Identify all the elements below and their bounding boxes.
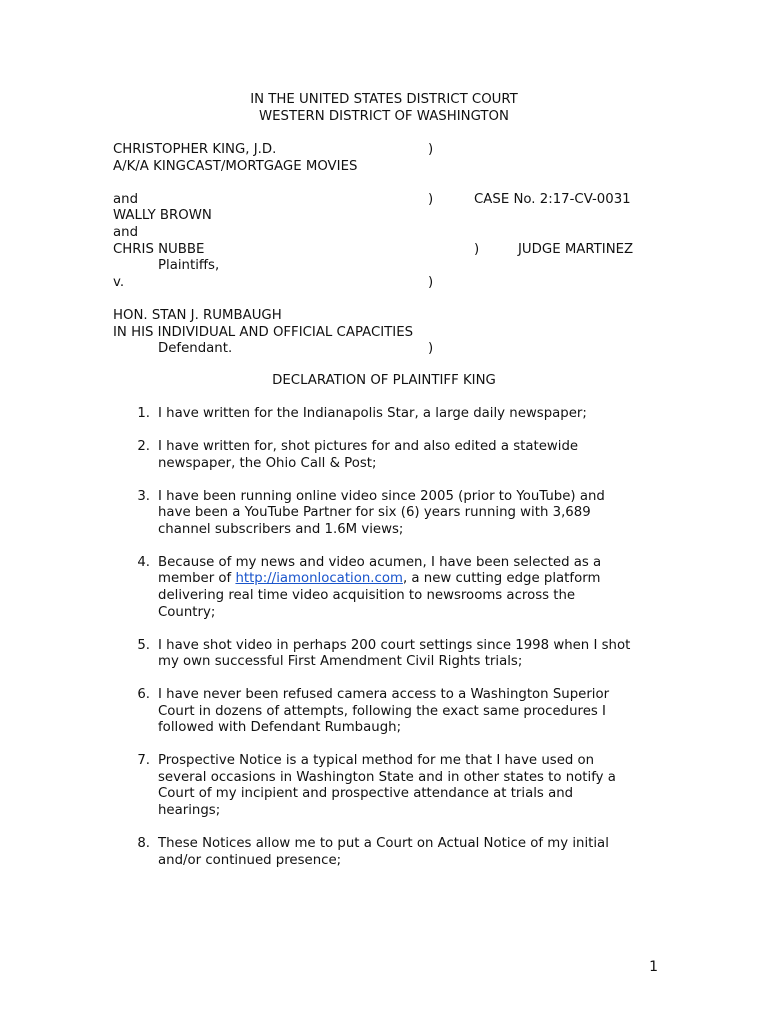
item-line: my own successful First Amendment Civil Rights trials; (158, 654, 523, 670)
item-line: Country; (158, 604, 216, 620)
court-name: IN THE UNITED STATES DISTRICT COURT (250, 92, 518, 107)
item-text (158, 439, 658, 472)
item-text (158, 836, 658, 869)
list-item (0, 439, 768, 472)
plaintiff-2: WALLY BROWN (113, 208, 212, 224)
list-item (0, 687, 768, 737)
conjunction-and-1: and (113, 191, 139, 207)
item-line: I have never been refused camera access to a Washington Superior (158, 687, 610, 703)
caption-paren: ) (428, 341, 434, 357)
court-district: WESTERN DISTRICT OF WASHINGTON (259, 108, 509, 124)
item-line: channel subscribers and 1.6M views; (158, 521, 404, 537)
case-number: CASE No. 2:17-CV-0031 (474, 191, 631, 207)
defendant-name: HON. STAN J. RUMBAUGH (113, 308, 282, 323)
item-line: I have been running online video since 2005 (prior to YouTube) and (158, 488, 605, 504)
plaintiff-1: CHRISTOPHER KING, J.D. (113, 142, 277, 157)
item-line: newspaper, the Ohio Call & Post; (158, 455, 377, 471)
iamonlocation-link[interactable]: http://iamonlocation.com (235, 571, 403, 587)
declaration-title: DECLARATION OF PLAINTIFF KING (272, 373, 496, 388)
versus: v. (113, 274, 125, 290)
item-line: Court of my incipient and prospective attendance at trials and (158, 786, 574, 802)
item-line (158, 571, 658, 588)
plaintiffs-label: Plaintiffs, (158, 258, 220, 274)
list-item (0, 555, 768, 621)
item-text (158, 638, 658, 671)
plaintiff-1-aka: A/K/A KINGCAST/MORTGAGE MOVIES (113, 158, 358, 174)
item-line: Court in dozens of attempts, following the exact same procedures I (158, 703, 606, 719)
list-item (0, 489, 768, 539)
item-line: Because of my news and video acumen, I have been selected as a (158, 554, 602, 570)
item-number: 3. (137, 488, 150, 504)
page-number: 1 (649, 959, 658, 975)
item-line: and/or continued presence; (158, 852, 342, 868)
item-line: delivering real time video acquisition to newsrooms across the (158, 587, 576, 603)
caption-paren: ) (428, 191, 434, 207)
item-line: I have written for the Indianapolis Star, a large daily newspaper; (158, 406, 587, 421)
court-heading (0, 92, 768, 125)
item-text (158, 406, 658, 423)
item-line: Prospective Notice is a typical method for me that I have used on (158, 753, 595, 769)
caption-paren: ) (428, 142, 434, 157)
list-item (0, 753, 768, 819)
list-item (0, 638, 768, 671)
item-line: have been a YouTube Partner for six (6) years running with 3,689 (158, 505, 591, 521)
item-number: 5. (137, 637, 150, 653)
item-line: These Notices allow me to put a Court on Actual Notice of my initial (158, 836, 609, 852)
item-line-fragment: member of (158, 571, 236, 587)
judge-name: JUDGE MARTINEZ (518, 241, 634, 257)
caption-paren: ) (474, 241, 480, 257)
item-text (158, 555, 658, 621)
item-number: 2. (137, 438, 150, 454)
list-item (0, 406, 768, 423)
defendant-label: Defendant. (158, 341, 233, 357)
item-text (158, 753, 658, 819)
item-number: 8. (137, 836, 150, 852)
item-text (158, 687, 658, 737)
item-number: 7. (137, 753, 150, 769)
conjunction-and-2: and (113, 225, 139, 240)
plaintiff-3: CHRIS NUBBE (113, 241, 205, 257)
item-line: hearings; (158, 803, 221, 819)
item-line: I have written for, shot pictures for and also edited a statewide (158, 438, 579, 454)
item-line: several occasions in Washington State and in other states to notify a (158, 769, 616, 785)
item-line: followed with Defendant Rumbaugh; (158, 720, 402, 736)
item-number: 6. (137, 687, 150, 703)
item-text (158, 489, 658, 539)
item-line: I have shot video in perhaps 200 court settings since 1998 when I shot (158, 637, 631, 653)
item-number: 1. (137, 406, 150, 421)
item-line-fragment: , a new cutting edge platform (402, 571, 601, 587)
caption-paren: ) (428, 274, 434, 290)
list-item (0, 836, 768, 869)
declaration-list (0, 406, 768, 886)
item-number: 4. (137, 554, 150, 570)
defendant-capacity: IN HIS INDIVIDUAL AND OFFICIAL CAPACITIES (113, 324, 414, 340)
